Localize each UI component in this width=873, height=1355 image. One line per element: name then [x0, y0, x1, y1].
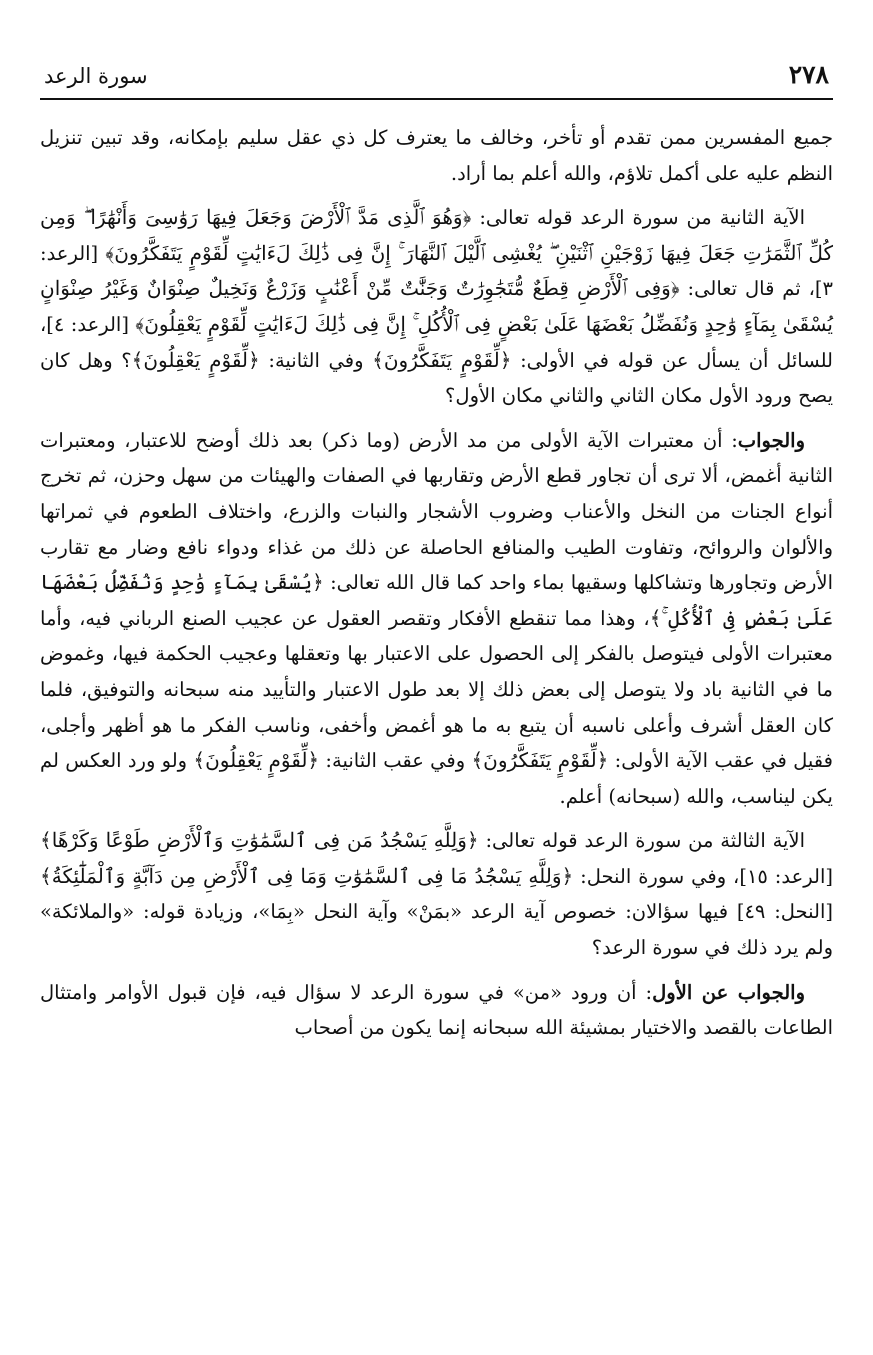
answer-lead: والجواب	[737, 428, 805, 452]
quran-verse: ﴿لِّقَوْمٍ يَعْقِلُونَ﴾	[131, 347, 260, 372]
quran-verse: ﴿لِّقَوْمٍ يَتَفَكَّرُونَ﴾	[471, 748, 609, 773]
quran-verse: ﴿وَلِلَّهِ يَسْجُدُ مَا فِى ٱلسَّمَٰوَٰتِ وَمَا فِى ٱلْأَرْضِ مِن دَآبَّةٍ وَٱلْمَلَٰٓئِكَةُ﴾	[40, 863, 574, 888]
paragraph	[40, 823, 833, 965]
paragraph-text: الآية الثانية من سورة الرعد قوله تعالى:	[471, 206, 805, 230]
paragraph	[40, 200, 833, 414]
quran-verse: ﴿وَهُوَ ٱلَّذِى مَدَّ ٱلْأَرْضَ وَجَعَلَ فِيهَا رَوَٰسِىَ وَأَنْهَٰرًا ۖ وَمِن كُلِّ ٱلثَّمَرَٰتِ جَعَلَ فِيهَا زَوْجَيْنِ ٱثْنَيْنِ ۖ يُغْشِى ٱلَّيْلَ ٱلنَّهَارَ ۚ إِنَّ فِى ذَٰلِكَ لَءَايَٰتٍ لِّقَوْمٍ يَتَفَكَّرُونَ﴾	[40, 205, 833, 265]
paragraph-text: الآية الثالثة من سورة الرعد قوله تعالى:	[478, 829, 805, 853]
paragraph-text: ؟ وهل كان يصح ورود الأول مكان الثاني والثاني مكان الأول؟	[40, 348, 833, 408]
paragraph-text: : أن ورود «من» في سورة الرعد لا سؤال فيه، فإن قبول الأوامر وامتثال الطاعات بالقصد والاختيار بمشيئة الله سبحانه إنما يكون من أصحاب	[40, 980, 833, 1040]
paragraph-text: : أن معتبرات الآية الأولى من مد الأرض (وما ذكر) بعد ذلك أوضح للاعتبار، ومعتبرات الثانية أغمض، ألا ترى أن تجاور قطع الأرض وتقاربها في الصفات والهيئات من سهل وحزن، ثم تخرج أنواع الجنات من النخل والأعناب وضروب الأشجار والنبات والزرع، واختلاف الطعوم في ثمراتها والألوان والروائح، وتفاوت الطيب والمنافع الحاصلة عن ذلك من غذاء ودواء نافع وضار مع تقارب الأرض وتجاورها وتشاكلها وسقيها بماء واحد كما قال الله تعالى:	[40, 428, 834, 595]
paragraph-text: [الرعد: ٣]، ثم قال تعالى:	[40, 241, 833, 301]
quran-verse: ﴿وَلِلَّهِ يَسْجُدُ مَن فِى ٱلسَّمَٰوَٰتِ وَٱلْأَرْضِ طَوْعًا وَكَرْهًا﴾	[40, 828, 479, 853]
paragraph	[40, 120, 833, 191]
body-text	[40, 120, 833, 1046]
paragraph-text: وفي عقب الثانية:	[319, 749, 472, 773]
surah-title: سورة الرعد	[44, 64, 148, 88]
paragraph-text: ولو ورد العكس لم يكن ليناسب، والله (سبحانه) أعلم.	[40, 749, 833, 808]
quran-verse: ﴿يُسْقَىٰ بِمَآءٍ وَٰحِدٍ وَنُفَضِّلُ بَعْضَهَا عَلَىٰ بَعْضٍ فِى ٱلْأُكُلِ ۚ﴾	[40, 570, 833, 630]
answer-lead: والجواب عن الأول	[652, 980, 805, 1004]
paragraph-text: [النحل: ٤٩] فيها سؤالان: خصوص آية الرعد «بمَنْ» وآية النحل «بِمَا»، وزيادة قوله: «والملائكة» ولم يرد ذلك في سورة الرعد؟	[40, 900, 833, 960]
paragraph-text: [الرعد: ٤]، للسائل أن يسأل عن قوله في الأولى:	[40, 312, 833, 372]
running-header	[40, 58, 833, 100]
paragraph-text: جميع المفسرين ممن تقدم أو تأخر، وخالف ما يعترف كل ذي عقل سليم بإمكانه، وقد تبين تنزيل النظم عليه على أكمل تلاؤم، والله أعلم بما أراد.	[40, 126, 833, 185]
quran-verse: ﴿لِّقَوْمٍ يَعْقِلُونَ﴾	[193, 748, 320, 773]
quran-verse: ﴿لِّقَوْمٍ يَتَفَكَّرُونَ﴾	[372, 347, 512, 372]
page-number: ٢٧٨	[788, 60, 829, 89]
paragraph	[40, 423, 833, 815]
quran-verse: ﴿وَفِى ٱلْأَرْضِ قِطَعٌ مُّتَجَٰوِرَٰتٌ وَجَنَّٰتٌ مِّنْ أَعْنَٰبٍ وَزَرْعٌ وَنَخِيلٌ صِنْوَانٌ وَغَيْرُ صِنْوَانٍ يُسْقَىٰ بِمَآءٍ وَٰحِدٍ وَنُفَضِّلُ بَعْضَهَا عَلَىٰ بَعْضٍ فِى ٱلْأُكُلِ ۚ إِنَّ فِى ذَٰلِكَ لَءَايَٰتٍ لِّقَوْمٍ يَعْقِلُونَ﴾	[40, 276, 833, 336]
paragraph-text: ، وهذا مما تنقطع الأفكار وتقصر العقول عن عجيب الصنع الرباني فيه، وأما معتبرات الأولى فيتوصل بالفكر إلى الحصول على الاعتبار بها وتعقلها وعجيب الحكمة فيها، وغموض ما في الثانية باد ولا يتوصل إلى بعض ذلك إلا بعد طول الاعتبار والتأييد منه سبحانه والتوفيق، فلما كان العقل أشرف وأعلى ناسبه أن يتبع به ما هو أغمض وأخفى، وناسب الفكر ما هو أظهر وأجلى، فقيل في عقب الآية الأولى:	[40, 606, 833, 773]
paragraph-text: وفي الثانية:	[259, 348, 373, 372]
paragraph	[40, 975, 833, 1046]
paragraph-text: [الرعد: ١٥]، وفي سورة النحل:	[573, 864, 833, 888]
